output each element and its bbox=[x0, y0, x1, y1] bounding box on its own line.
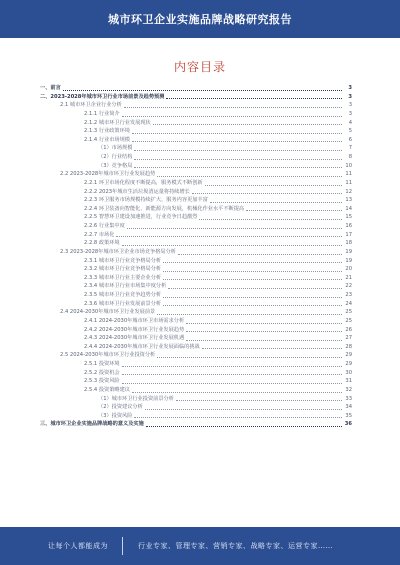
toc-entry-label: 2.5 2024-2030年城市环卫行业投资分析 bbox=[60, 352, 156, 359]
toc-entry[interactable] bbox=[40, 420, 352, 429]
toc-entry[interactable] bbox=[40, 162, 352, 171]
toc-entry-label: （3）投资风险 bbox=[98, 412, 133, 419]
toc-leader-dots bbox=[157, 176, 342, 177]
toc-entry[interactable] bbox=[40, 291, 352, 300]
toc-entry-page: 27 bbox=[345, 335, 352, 342]
toc-entry[interactable] bbox=[40, 110, 352, 119]
toc-entry-label: （1）市场规模 bbox=[98, 145, 133, 152]
toc-entry-page: 20 bbox=[345, 266, 352, 273]
toc-leader-dots bbox=[146, 426, 342, 427]
footer-slogan: 让每个人都能成为 bbox=[48, 542, 108, 550]
toc-entry[interactable] bbox=[40, 334, 352, 343]
toc-entry-label: 2.2.6 行业集中度 bbox=[84, 223, 125, 229]
toc-entry[interactable] bbox=[40, 257, 352, 266]
toc-leader-dots bbox=[178, 254, 342, 255]
footer-tagline: 行业专家、管理专家、营销专家、战略专家、运营专家…… bbox=[138, 542, 333, 550]
table-of-contents bbox=[40, 84, 352, 429]
toc-entry-label: 三、城市环卫企业实施品牌战略的意义及实施 bbox=[40, 421, 144, 428]
toc-entry-page: 10 bbox=[345, 162, 352, 169]
toc-entry-label: 一、前言 bbox=[40, 85, 61, 91]
toc-entry-label: 2.2.3 环卫服务市场规模持续扩大，服务内容更加丰富 bbox=[84, 197, 208, 204]
toc-entry-label: （3）竞争格局 bbox=[98, 162, 133, 169]
toc-entry-page: 3 bbox=[348, 110, 352, 117]
toc-leader-dots bbox=[132, 141, 342, 142]
toc-entry-page: 31 bbox=[345, 378, 352, 385]
toc-entry-page: 34 bbox=[345, 404, 352, 411]
toc-entry-label: 2.2.2 2023年城市生活垃圾清运量将持续增长 bbox=[84, 188, 190, 195]
toc-leader-dots bbox=[210, 202, 342, 203]
toc-entry-label: 2.4 2024-2030年城市环卫行业发展前景 bbox=[60, 309, 156, 316]
toc-entry[interactable] bbox=[40, 369, 352, 378]
toc-leader-dots bbox=[163, 305, 342, 306]
toc-entry-page: 11 bbox=[345, 171, 352, 178]
toc-leader-dots bbox=[157, 357, 342, 358]
toc-entry-label: 2.4.3 2024-2030年城市环卫行业发展机遇 bbox=[84, 335, 185, 342]
toc-entry-page: 30 bbox=[345, 369, 352, 376]
toc-entry-page: 14 bbox=[345, 205, 352, 212]
toc-entry-page: 4 bbox=[348, 119, 352, 126]
toc-leader-dots bbox=[166, 98, 342, 99]
toc-entry[interactable] bbox=[40, 196, 352, 205]
toc-leader-dots bbox=[122, 374, 342, 375]
toc-entry-page: 5 bbox=[348, 128, 352, 135]
toc-entry-label: 2.1.1 行业简介 bbox=[84, 110, 120, 117]
toc-leader-dots bbox=[63, 90, 342, 91]
toc-leader-dots bbox=[163, 297, 342, 298]
toc-leader-dots bbox=[134, 159, 342, 160]
toc-entry[interactable] bbox=[40, 360, 352, 369]
toc-entry-page: 17 bbox=[345, 231, 352, 238]
toc-entry[interactable] bbox=[40, 386, 352, 395]
toc-entry-page: 15 bbox=[345, 214, 352, 221]
footer-banner bbox=[0, 527, 400, 565]
toc-entry-label: 2.5.3 投资风险 bbox=[84, 378, 120, 385]
toc-entry-label: 2.2.7 市场化 bbox=[84, 231, 115, 238]
toc-leader-dots bbox=[127, 228, 342, 229]
toc-entry[interactable] bbox=[40, 248, 352, 257]
toc-entry[interactable] bbox=[40, 265, 352, 274]
toc-entry-page: 25 bbox=[345, 317, 352, 324]
toc-entry-page: 8 bbox=[348, 154, 352, 160]
toc-leader-dots bbox=[145, 409, 342, 410]
toc-leader-dots bbox=[122, 383, 342, 384]
toc-entry-page: 33 bbox=[345, 395, 352, 402]
toc-entry-page: 29 bbox=[345, 361, 352, 367]
toc-entry[interactable] bbox=[40, 308, 352, 317]
toc-entry[interactable] bbox=[40, 274, 352, 283]
toc-entry-label: 2.3.1 城市环卫行业竞争格局分析 bbox=[84, 257, 162, 264]
toc-leader-dots bbox=[186, 323, 342, 324]
toc-entry-label: 2.2.4 环卫装备向智能化、新能源方向发展，机械化作业水平不断提高 bbox=[84, 205, 245, 212]
toc-entry[interactable] bbox=[40, 213, 352, 222]
toc-entry-label: 2.3.2 城市环卫行业竞争格局分析 bbox=[84, 266, 162, 273]
toc-entry-page: 24 bbox=[345, 300, 352, 307]
toc-entry-label: 2.1 城市环卫企业行业分析 bbox=[60, 102, 122, 109]
toc-leader-dots bbox=[163, 279, 342, 280]
toc-leader-dots bbox=[163, 262, 342, 263]
toc-entry[interactable] bbox=[40, 395, 352, 404]
toc-entry[interactable] bbox=[40, 153, 352, 162]
toc-entry[interactable] bbox=[40, 377, 352, 386]
toc-entry[interactable] bbox=[40, 119, 352, 128]
toc-entry-label: 2.3 2023-2028年城市环卫企业市场竞争格局分析 bbox=[60, 248, 176, 255]
toc-entry[interactable] bbox=[40, 170, 352, 179]
report-title: 城市环卫企业实施品牌战略研究报告 bbox=[108, 13, 292, 26]
toc-leader-dots bbox=[134, 167, 342, 168]
toc-entry-label: 2.4.2 2024-2030年城市环卫行业发展趋势 bbox=[84, 326, 185, 333]
toc-entry-page: 22 bbox=[345, 283, 352, 290]
toc-entry[interactable] bbox=[40, 136, 352, 145]
toc-leader-dots bbox=[157, 314, 342, 315]
toc-entry-label: 2.5.2 投资机会 bbox=[84, 369, 120, 376]
toc-entry-label: 二、2023-2028年城市环卫行业市场前景及趋势预测 bbox=[40, 93, 165, 100]
toc-entry-page: 16 bbox=[345, 223, 352, 229]
toc-leader-dots bbox=[186, 331, 342, 332]
toc-entry-label: 2.1.3 行业政策环境 bbox=[84, 128, 130, 135]
toc-entry-page: 3 bbox=[348, 85, 352, 91]
toc-leader-dots bbox=[132, 392, 342, 393]
toc-entry-page: 6 bbox=[348, 136, 352, 143]
toc-entry-page: 25 bbox=[345, 309, 352, 316]
toc-entry-page: 18 bbox=[345, 240, 352, 247]
toc-leader-dots bbox=[246, 210, 342, 211]
toc-entry-label: 2.2.5 智慧环卫建设加速推进，行业竞争日趋激烈 bbox=[84, 214, 198, 221]
toc-entry[interactable] bbox=[40, 179, 352, 188]
toc-entry-label: 2.1.2 城市环卫行业发展现状 bbox=[84, 119, 151, 126]
toc-entry-label: 2.4.1 2024-2030年城市环卫市场需求分析 bbox=[84, 317, 185, 324]
toc-entry[interactable] bbox=[40, 403, 352, 412]
toc-leader-dots bbox=[176, 400, 342, 401]
toc-entry[interactable] bbox=[40, 144, 352, 153]
toc-entry[interactable] bbox=[40, 282, 352, 291]
toc-entry[interactable] bbox=[40, 412, 352, 421]
toc-entry-page: 36 bbox=[344, 421, 352, 428]
toc-title: 内容目录 bbox=[173, 60, 226, 74]
toc-entry[interactable] bbox=[40, 326, 352, 335]
toc-entry-label: 2.5.4 投资策略建议 bbox=[84, 386, 130, 393]
toc-entry-label: 2.2 2023-2028年城市环卫行业发展趋势 bbox=[60, 171, 156, 178]
toc-entry-page: 29 bbox=[345, 352, 352, 359]
toc-entry-label: （1）城市环卫行业投资前景分析 bbox=[98, 395, 174, 402]
toc-leader-dots bbox=[153, 124, 342, 125]
toc-entry[interactable] bbox=[40, 351, 352, 360]
toc-entry-label: 2.5.1 投资环境 bbox=[84, 361, 120, 367]
toc-entry-label: （2）行业结构 bbox=[98, 154, 133, 160]
toc-entry-page: 35 bbox=[345, 412, 352, 419]
toc-entry-page: 11 bbox=[345, 179, 352, 186]
toc-entry-page: 28 bbox=[345, 343, 352, 350]
toc-leader-dots bbox=[186, 340, 342, 341]
toc-entry[interactable] bbox=[40, 343, 352, 352]
toc-entry-label: 2.2.1 环卫市场化程度不断提高，服务模式不断创新 bbox=[84, 179, 203, 186]
toc-entry-page: 21 bbox=[345, 274, 352, 281]
toc-leader-dots bbox=[122, 366, 342, 367]
toc-entry[interactable] bbox=[40, 317, 352, 326]
toc-entry[interactable] bbox=[40, 84, 352, 93]
toc-leader-dots bbox=[122, 245, 342, 246]
toc-entry[interactable] bbox=[40, 188, 352, 197]
toc-entry-page: 13 bbox=[345, 197, 352, 204]
toc-leader-dots bbox=[134, 150, 342, 151]
toc-entry[interactable] bbox=[40, 231, 352, 240]
toc-leader-dots bbox=[132, 133, 342, 134]
toc-entry-page: 19 bbox=[345, 257, 352, 264]
toc-entry-label: （2）投资建议分析 bbox=[98, 404, 143, 411]
toc-entry[interactable] bbox=[40, 127, 352, 136]
toc-entry-page: 26 bbox=[345, 326, 352, 333]
footer-divider bbox=[122, 537, 123, 555]
toc-entry-label: 2.3.6 城市环卫行业发展前景分析 bbox=[84, 300, 162, 307]
toc-entry-page: 3 bbox=[348, 93, 352, 100]
toc-entry[interactable] bbox=[40, 101, 352, 110]
toc-entry-label: 2.2.8 政策环境 bbox=[84, 240, 120, 247]
toc-entry-label: 2.4.4 2024-2030年城市环卫行业发展面临的挑战 bbox=[84, 343, 200, 350]
toc-entry[interactable] bbox=[40, 300, 352, 309]
toc-leader-dots bbox=[202, 348, 342, 349]
toc-entry-page: 32 bbox=[345, 386, 352, 393]
toc-leader-dots bbox=[122, 116, 342, 117]
toc-entry[interactable] bbox=[40, 93, 352, 102]
toc-leader-dots bbox=[116, 236, 342, 237]
toc-entry-label: 2.1.4 行业市场规模 bbox=[84, 136, 130, 143]
toc-leader-dots bbox=[199, 219, 342, 220]
toc-leader-dots bbox=[134, 417, 342, 418]
toc-leader-dots bbox=[124, 107, 342, 108]
toc-entry-page: 3 bbox=[348, 102, 352, 109]
toc-leader-dots bbox=[205, 185, 342, 186]
toc-leader-dots bbox=[168, 288, 342, 289]
toc-entry[interactable] bbox=[40, 222, 352, 231]
toc-entry-label: 2.3.3 城市环卫行业主要企业分析 bbox=[84, 274, 162, 281]
toc-leader-dots bbox=[192, 193, 342, 194]
toc-entry-label: 2.3.4 城市环卫行业市场集中度分析 bbox=[84, 283, 167, 290]
toc-entry[interactable] bbox=[40, 239, 352, 248]
report-header bbox=[0, 0, 400, 38]
toc-entry-page: 12 bbox=[345, 188, 352, 195]
toc-entry[interactable] bbox=[40, 205, 352, 214]
toc-entry-label: 2.3.5 城市环卫行业竞争趋势分析 bbox=[84, 292, 162, 298]
toc-entry-page: 23 bbox=[345, 292, 352, 298]
toc-leader-dots bbox=[163, 271, 342, 272]
toc-entry-page: 19 bbox=[345, 248, 352, 255]
toc-entry-page: 7 bbox=[348, 145, 352, 152]
